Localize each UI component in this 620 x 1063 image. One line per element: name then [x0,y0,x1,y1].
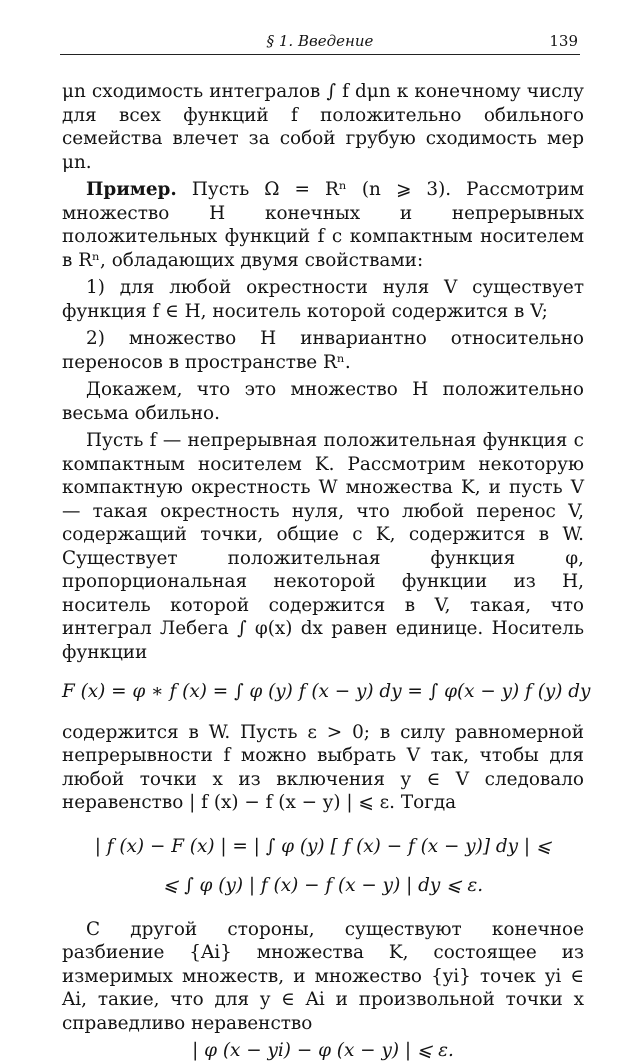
paragraph-5: содержится в W. Пусть ε > 0; в силу равномерной непрерывности f можно выбрать V так, чтобы для любой точки x из включения y ∈ V следовало неравенство | f (x) − f (x − y) | ⩽ ε. Тогда [62,721,584,813]
page-number: 139 [549,32,578,50]
paragraph-6: С другой стороны, существуют конечное разбиение {Ai} множества K, состоящее из измеримых множеств, и множество {yi} точек yi ∈ Ai, такие, что для y ∈ Ai и произвольной точки x справедливо неравенство [62,918,584,1034]
example-text: Пусть Ω = Rⁿ (n ⩾ 3). Рассмотрим множество H конечных и непрерывных положительных функций f с компактным носителем в Rⁿ, обладающих двумя свойствами: [62,179,584,271]
list-item-2: 2) множество H инвариантно относительно переносов в пространстве Rⁿ. [62,328,584,373]
equation-estimate-line-1: | f (x) − F (x) | = | ∫ φ (y) [ f (x) − f (x − y)] dy | ⩽ [94,835,552,857]
paragraph-example [62,178,584,272]
running-header [60,30,580,55]
paragraph-1: μn сходимость интегралов ∫ f dμn к конечному числу для всех функций f положительно обильного семейства влечет за собой грубую сходимость мер μn. [62,81,584,173]
equation-phi-inequality: | φ (x − yi) − φ (x − y) | ⩽ ε. [192,1040,454,1061]
paragraph-4: Пусть f — непрерывная положительная функция с компактным носителем K. Рассмотрим некоторую компактную окрестность W множества K, и пусть V — такая окрестность нуля, что любой перенос V, содержащий точки, общие с K, содержится в W. Существует положительная функция φ, пропорциональная некоторой функции из H, носитель которой содержится в V, такая, что интеграл Лебега ∫ φ(x) dx равен единице. Носитель функции [62,430,584,663]
running-title: § 1. Введение [266,32,374,50]
page-body [62,80,591,1063]
example-label: Пример. [86,179,177,200]
equation-estimate-line-2: ⩽ ∫ φ (y) | f (x) − f (x − y) | dy ⩽ ε. [162,875,484,896]
equation-convolution: F (x) = φ ∗ f (x) = ∫ φ (y) f (x − y) dy = ∫ φ(x − y) f (y) dy [62,681,591,702]
list-item-1: 1) для любой окрестности нуля V существует функция f ∈ H, носитель которой содержится в V; [62,277,584,322]
paragraph-3: Докажем, что это множество H положительно весьма обильно. [62,379,584,424]
